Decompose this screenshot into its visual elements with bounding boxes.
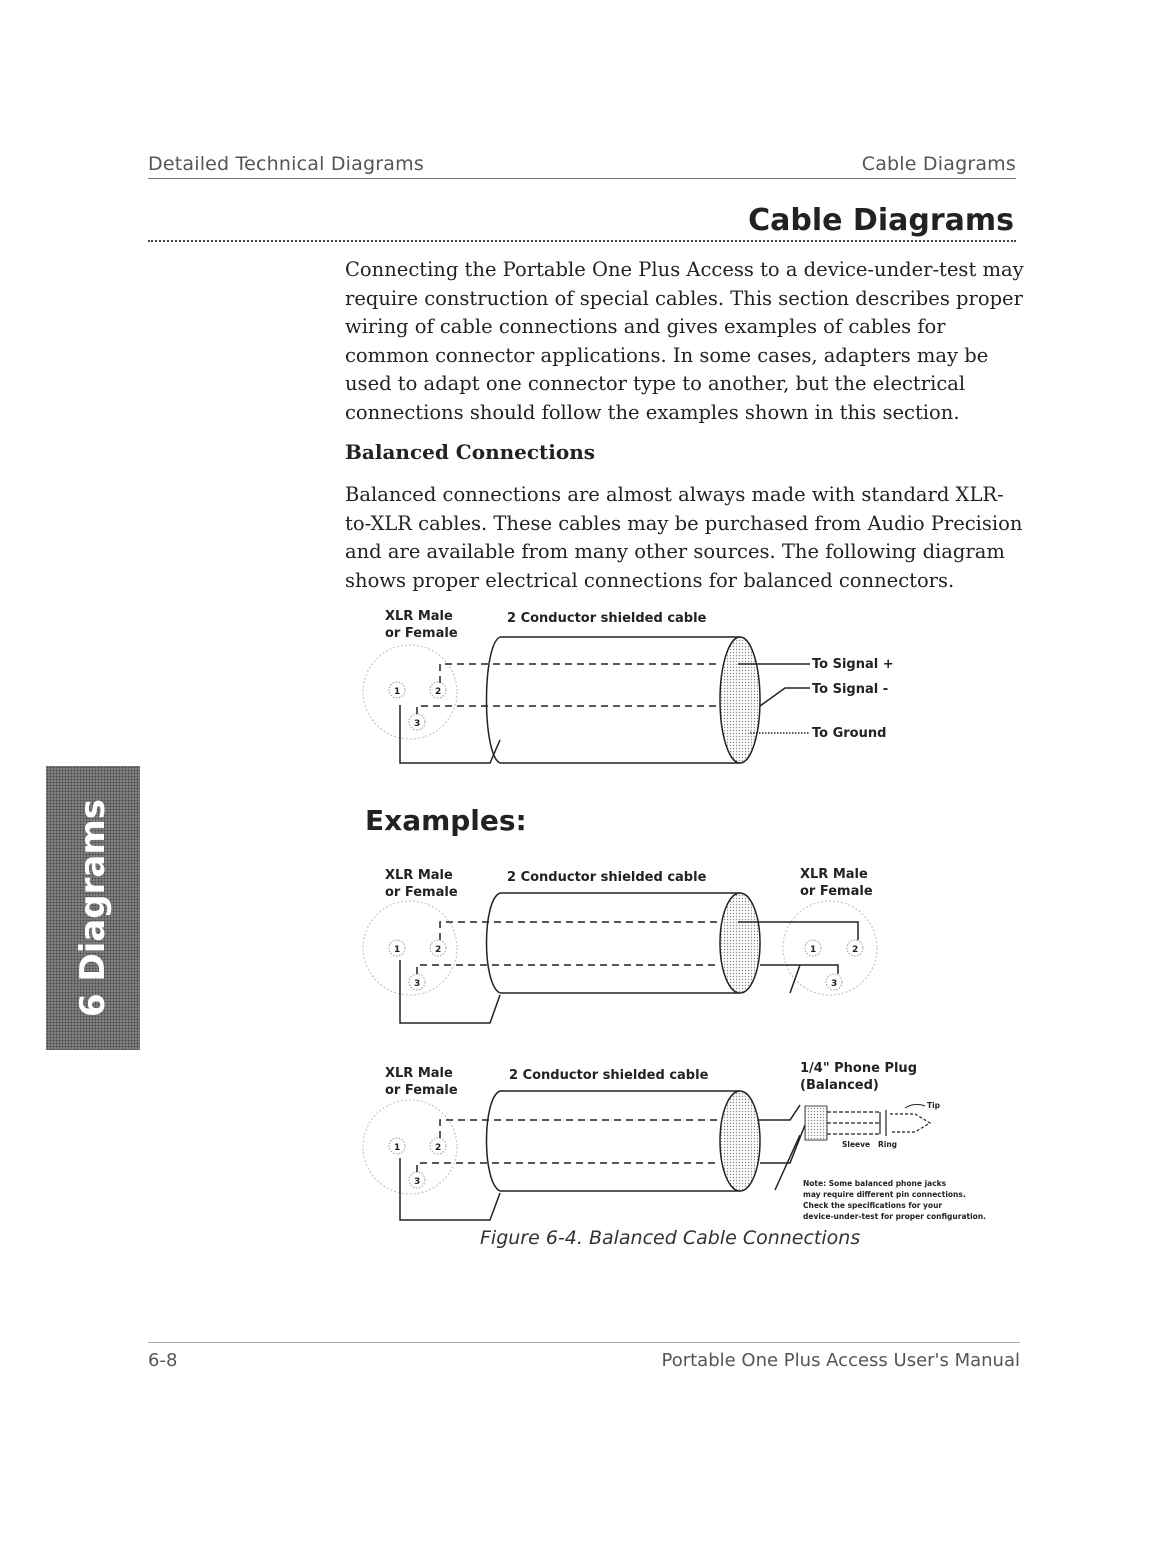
ground-label: To Ground — [812, 726, 887, 741]
ex2-plug-label-1: 1/4" Phone Plug — [800, 1061, 917, 1076]
ex2-left-pin-1: 1 — [394, 1143, 401, 1153]
ex1-cable-body — [400, 893, 858, 1023]
figure-caption: Figure 6-4. Balanced Cable Connections — [480, 1227, 861, 1249]
manual-title: Portable One Plus Access User's Manual — [661, 1350, 1020, 1371]
example-xlr-to-xlr — [363, 867, 877, 1023]
ex1-right-xlr — [783, 901, 877, 995]
ex1-right-pin-2: 2 — [852, 945, 859, 955]
main-diagram — [363, 609, 894, 763]
running-header-right: Cable Diagrams — [861, 153, 1016, 175]
ex1-left-pin-2: 2 — [435, 945, 442, 955]
examples-heading: Examples: — [365, 804, 527, 837]
ex1-right-pin-3: 3 — [831, 979, 838, 989]
ex2-cable-body — [400, 1091, 805, 1220]
note-line-1: Note: Some balanced phone jacks — [803, 1179, 947, 1188]
ex1-right-label-2: or Female — [800, 884, 873, 899]
ex2-left-pin-3: 3 — [414, 1177, 421, 1187]
ex1-right-label-1: XLR Male — [800, 867, 868, 882]
ex1-right-pin-1: 1 — [810, 945, 817, 955]
xlr-label-2: or Female — [385, 626, 458, 641]
ex1-left-xlr — [363, 901, 457, 995]
example-xlr-to-phone — [363, 1061, 986, 1221]
ex2-left-xlr — [363, 1100, 457, 1194]
note-line-2: may require different pin connections. — [803, 1190, 966, 1199]
chapter-tab-label: 6 Diagrams — [73, 798, 113, 1018]
cable-body — [400, 637, 810, 763]
ex1-left-pin-1: 1 — [394, 945, 401, 955]
pin-2-label: 2 — [435, 687, 442, 697]
cable-label: 2 Conductor shielded cable — [507, 611, 707, 626]
ex2-left-pin-2: 2 — [435, 1143, 442, 1153]
phone-plug-icon — [805, 1104, 930, 1140]
balanced-heading: Balanced Connections — [345, 440, 596, 464]
section-title: Cable Diagrams — [748, 203, 1014, 238]
ex1-cable-label: 2 Conductor shielded cable — [507, 870, 707, 885]
ex2-left-label-1: XLR Male — [385, 1066, 453, 1081]
xlr-label-1: XLR Male — [385, 609, 453, 624]
xlr-connector — [363, 645, 457, 739]
sleeve-label: Sleeve — [842, 1140, 871, 1149]
ex1-left-label-2: or Female — [385, 885, 458, 900]
footer-rule — [148, 1342, 1020, 1343]
note-line-3: Check the specifications for your — [803, 1201, 943, 1210]
signal-minus-label: To Signal - — [812, 682, 889, 697]
tip-label: Tip — [927, 1101, 941, 1110]
pin-3-label: 3 — [414, 719, 421, 729]
pin-1-label: 1 — [394, 687, 401, 697]
ex2-cable-label: 2 Conductor shielded cable — [509, 1068, 709, 1083]
balanced-text: Balanced connections are almost always made with standard XLR-to-XLR cables. These cables may be purchased from Audio Precision and are available from many other sources. The following diagram shows proper electrical connections for balanced connectors. — [345, 483, 1023, 592]
note-line-4: device-under-test for proper configuration. — [803, 1212, 987, 1221]
page-number: 6-8 — [148, 1350, 178, 1371]
running-header-left: Detailed Technical Diagrams — [148, 153, 424, 175]
ex2-left-label-2: or Female — [385, 1083, 458, 1098]
ex1-left-label-1: XLR Male — [385, 868, 453, 883]
intro-text: Connecting the Portable One Plus Access to a device-under-test may require construction of special cables. This section describes proper wiring of cable connections and gives examples of cables for common connector applications. In some cases, adapters may be used to adapt one connector type to another, but the electrical connections should follow the examples shown in this section. — [345, 258, 1024, 424]
ex2-plug-label-2: (Balanced) — [800, 1078, 879, 1093]
signal-plus-label: To Signal + — [812, 657, 894, 672]
ex1-left-pin-3: 3 — [414, 979, 421, 989]
ring-label: Ring — [878, 1140, 898, 1149]
